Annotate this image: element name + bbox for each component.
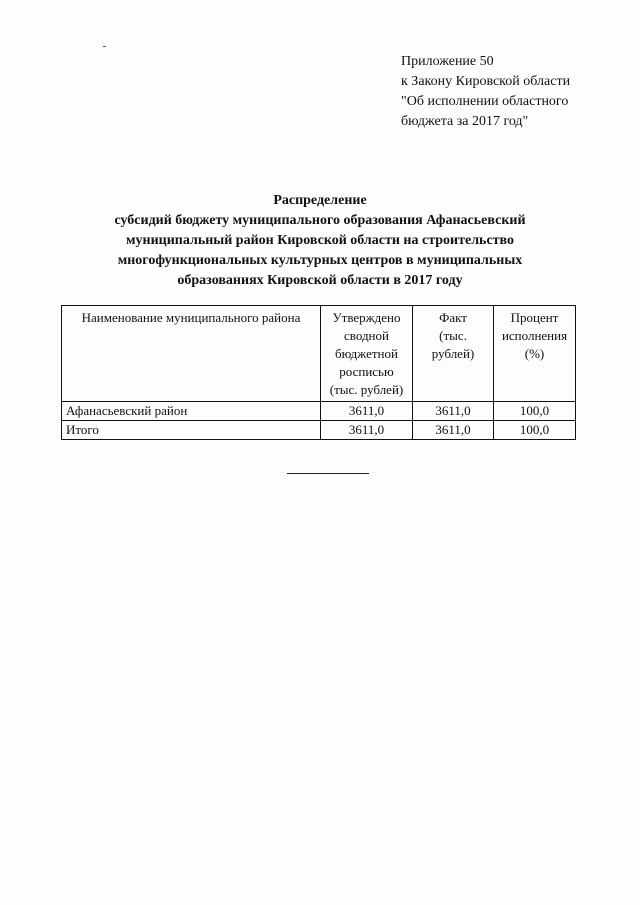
appendix-line: Приложение 50 — [401, 54, 494, 69]
row-percent: 100,0 — [494, 402, 576, 421]
title-line: многофункциональных культурных центров в муниципальных — [117, 253, 523, 268]
row-name: Афанасьевский район — [62, 402, 321, 421]
title-line: Распределение — [273, 193, 367, 208]
row-fact: 3611,0 — [413, 402, 494, 421]
document-title — [60, 191, 580, 291]
row-approved: 3611,0 — [321, 402, 413, 421]
table-row-total — [62, 421, 576, 440]
appendix-line: "Об исполнении областного — [401, 94, 569, 109]
appendix-note — [401, 52, 570, 132]
table-header-row — [62, 306, 576, 402]
header-fact: Факт (тыс. рублей) — [413, 306, 494, 402]
appendix-line: к Закону Кировской области — [401, 74, 571, 89]
subsidy-table — [61, 305, 576, 440]
header-percent: Процент исполнения (%) — [494, 306, 576, 402]
row-name: Итого — [62, 421, 321, 440]
header-name: Наименование муниципального района — [62, 306, 321, 402]
title-line: образованиях Кировской области в 2017 году — [177, 273, 463, 288]
row-fact: 3611,0 — [413, 421, 494, 440]
title-line: субсидий бюджету муниципального образования Афанасьевский — [114, 213, 526, 228]
appendix-line: бюджета за 2017 год" — [401, 114, 529, 129]
end-separator-line — [287, 473, 369, 474]
row-approved: 3611,0 — [321, 421, 413, 440]
table-row — [62, 402, 576, 421]
row-percent: 100,0 — [494, 421, 576, 440]
title-line: муниципальный район Кировской области на строительство — [125, 233, 515, 248]
header-approved: Утверждено сводной бюджетной росписью (тыс. рублей) — [321, 306, 413, 402]
scan-speck — [103, 46, 106, 47]
